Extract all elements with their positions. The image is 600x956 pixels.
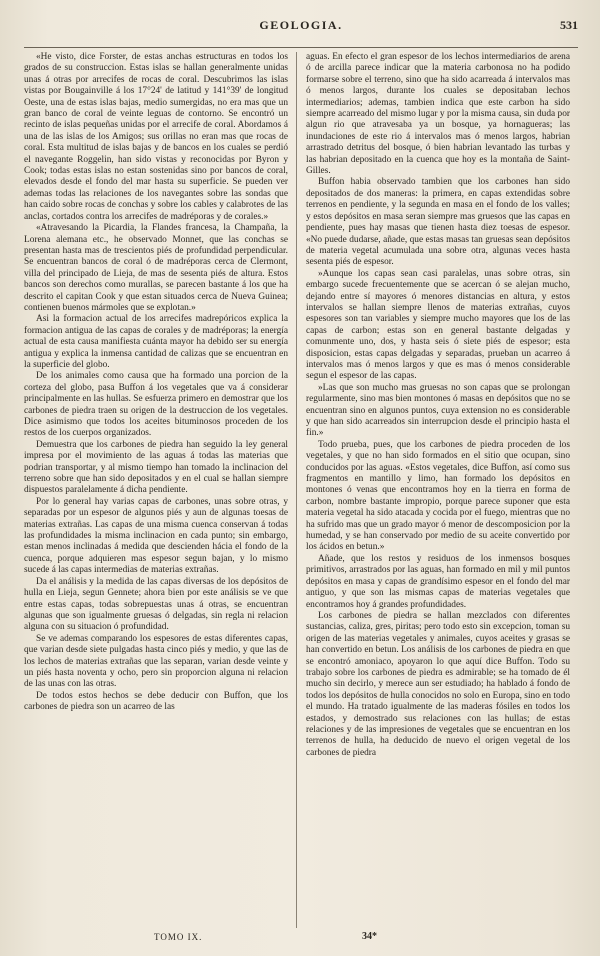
right-column-paragraph: »Aunque los capas sean casi paralelas, unas sobre otras, sin embargo sucede frecuentemente que se acercan ó se alejan mucho, dejando entre sí mayores ó menores distancias en altura, y estos intervalos se hallan siempre llenos de materias extrañas, cuyos espesores son tan variables y siempre mucho mayores que los de las capas de carbon; estas son en general bastante delgadas y comunmente uno, dos, y hasta seis ó siete piés de espesor; esta disposicion, estas capas delgadas y separadas, prueban un acarreo á intervalos mas ó menos largos y que es mas ó menos considerable segun el espesor de las capas. — [306, 268, 570, 382]
left-column-paragraph: Por lo general hay varias capas de carbones, unas sobre otras, y separadas por un espesor de algunos piés y aun de algunas toesas de materias extrañas. Las capas de una misma cuenca conservan á todas las profundidades la misma inclinacion en cada punto; sin embargo, estan menos inclinadas á medida que descienden hácia el fondo de la cuenca, porque adquieren mas espesor segun bajan, y lo mismo sucede á las capas intermedias de materias extrañas. — [24, 496, 288, 576]
left-column — [24, 52, 288, 928]
left-column-paragraph: Asi la formacion actual de los arrecifes madrepóricos explica la formacion antigua de las capas de corales y de madréporas; la energía actual de esta causa manifiesta cuánta mayor ha debido ser su energía antigua y explica la inmensa cantidad de calizas que se encuentran en la superficie del globo. — [24, 314, 288, 370]
left-column-paragraph: De todos estos hechos se debe deducir con Buffon, que los carbones de piedra son un acarreo de las — [24, 690, 288, 713]
left-column-paragraph: De los animales como causa que ha formado una porcion de la corteza del globo, pasa Buffon á los vegetales que va á considerar principalmente en las hullas. Se esfuerza primero en demostrar que los carbones de piedra traen su origen de la destruccion de los vegetales. Dice asimismo que todos los aceites bituminosos proceden de los restos de los cuerpos organizados. — [24, 371, 288, 439]
left-column-paragraph: «He visto, dice Forster, de estas anchas estructuras en todos los grados de su construccion. Estas islas se hallan generalmente unidas unas á otras por arrecifes de rocas de coral. Descubrimos las islas vistas por Bougainville á los 17°24' de latitud y 141°39' de longitud Oeste, una de estas islas bajas, medio sumergidas, no era mas que un gran banco de coral de veinte leguas de contorno. Se encontró un recinto de islas pequeñas unidas por el arrecife de coral. Abordamos á una de las islas de los Amigos; sus orillas no eran mas que rocas de coral. Esta multitud de islas bajas y de bancos en los cuales se perdió el navegante Roggelin, han sido vistas y reconocidas por Byron y Cook; todas estas islas no estan sostenidas sino por bancos de coral, elevados desde el fondo del mar hasta su superficie. Se pueden ver ademas todas las relaciones de los navegantes sobre las sondas que han caido sobre rocas de conchas y sobre los cables y calabrotes de las anclas, cortados contra los arrecifes de madréporas y de corales.» — [24, 52, 288, 222]
running-title: GEOLOGIA. — [259, 18, 343, 32]
right-column-paragraph: Añade, que los restos y residuos de los inmensos bosques primitivos, arrastrados por las aguas, han formado en mil y mil puntos depósitos en masa y capas de grandísimo espesor en el fondo del mar antiguo, y que son las mismas capas de materias vegetales que encontramos hoy á grandes profundidades. — [306, 553, 570, 610]
page-footer — [24, 932, 578, 946]
right-column-paragraph: »Las que son mucho mas gruesas no son capas que se prolongan regularmente, sino mas bien montones ó masas en depósitos que no se encuentran sino en algunos puntos, cuya extension no es considerable y que han sido acarreados sin interrupcion desde el principio hasta el fin.» — [306, 382, 570, 439]
text-columns — [24, 52, 578, 928]
column-divider — [296, 52, 297, 928]
left-column-paragraph: «Atravesando la Picardia, la Flandes francesa, la Champaña, la Lorena alemana etc., he observado Monnet, que las conchas se presentan hasta mas de trescientos piés de profundidad perpendicular. Se encuentran bancos de coral ó de madréporas cerca de Clermont, villa del principado de Lieja, de mas de sesenta piés de altura. Estos bancos son derechos como murallas, se parecen bastante á los que ha descrito el capitan Cook y que estan situados cerca de Nueva Guinea; contienen buenos mármoles que se explotan.» — [24, 223, 288, 313]
volume-label: TOMO IX. — [154, 932, 203, 942]
right-column-paragraph: aguas. En efecto el gran espesor de los lechos intermediarios de arena ó de arcilla parece indicar que la materia carbonosa no ha podido formarse sobre el terreno, sino que ha sido acarreada á intervalos mas ó menos largos, durante los cuales se depositaban lechos intermediarios; ademas, tambien indica que este carbon ha sido siempre acarreado del mismo lugar y por la misma causa, sin duda por algun rio que atravesaba ya un bosque, ya hornagueras; las inundaciones de este rio á intervalos mas ó menos largos, habrian arrastrado detritus del bosque, ó bien habrian levantado las turbas y las habrian depositado en la cuenca que hoy es la montaña de Saint-Gilles. — [306, 52, 570, 177]
left-column-paragraph: Demuestra que los carbones de piedra han seguido la ley general impresa por el movimiento de las aguas á todas las materias que podrian transportar, y al mismo tiempo han tomado la inclinacion del terreno sobre que han sido depositados y en el cual se hallan siempre dispuestos paralelamente á dicha pendiente. — [24, 439, 288, 496]
page-number: 531 — [560, 18, 578, 32]
right-column — [306, 52, 570, 928]
right-column-paragraph: Todo prueba, pues, que los carbones de piedra proceden de los vegetales, y que no han sido formados en el sitio que ocupan, sino conducidos por las aguas. «Estos vegetales, dice Buffon, así como sus fragmentos en mantillo y limo, han formado los depósitos en montones ó venas que encontramos hoy en la tierra en forma de carbon, nombre bastante impropio, porque parece suponer que esta materia vegetal ha sido atacada y cocida por el fuego, mientras que no ha sufrido mas que un grado mayor ó menor de descomposicion por la humedad, y se han conservado por medio de su aceite convertido por los ácidos en betun.» — [306, 439, 570, 553]
left-column-paragraph: Da el análisis y la medida de las capas diversas de los depósitos de hulla en Lieja, segun Gennete; ahora bien por este análisis se ve que entre estas capas, todas sobrepuestas unas á otras, se encuentran algunas que son igualmente gruesas ó delgadas, sin regla ni relacion alguna con su situacion ó profundidad. — [24, 576, 288, 633]
right-column-paragraph: Los carbones de piedra se hallan mezclados con diferentes sustancias, caliza, gres, piritas; pero todo esto sin excepcion, toman su origen de las materias vegetales y animales, cuyos aceites y grasas se han convertido en betun. Los análisis de los carbones de piedra en que se encontró amoniaco, apoyaron lo que aquí dice Buffon. Todo su trabajo sobre los carbones de piedra es admirable; se ha tomado de él mucho sin decirlo, y merece aun ser estudiado; ha hablado á fondo de todos los depósitos de hulla conocidos no solo en Europa, sino en todo el mundo. Ha tratado igualmente de las maderas fósiles en todos los estados, y demostrado sus relaciones con las hullas; de estas relaciones y de las impresiones de vegetales que se encuentran en los terrenos de hulla, ha deducido de nuevo el origen vegetal de los carbones de piedra — [306, 610, 570, 758]
page-header — [24, 18, 578, 38]
header-rule — [24, 47, 578, 48]
left-column-paragraph: Se ve ademas comparando los espesores de estas diferentes capas, que varian desde siete pulgadas hasta cinco piés y medio, y que las de los lechos de materias extrañas que las separan, varian desde veinte y un piés hasta noventa y ocho, pero sin proporcion alguna ni relacion de las unas con las otras. — [24, 633, 288, 690]
right-column-paragraph: Buffon habia observado tambien que los carbones han sido depositados de dos maneras: la primera, en capas extendidas sobre terrenos en pendiente, y la segunda en masa en el fondo de los valles; y estos depósitos en masa seran siempre mas gruesos que las capas en pendiente, pues hay masas que tienen hasta diez toesas de espesor. «No puede dudarse, añade, que estas masas tan gruesas sean depósitos de materia vegetal acumulada una sobre otra, algunas veces hasta sesenta piés de espesor. — [306, 177, 570, 268]
signature-mark: 34* — [362, 931, 377, 942]
